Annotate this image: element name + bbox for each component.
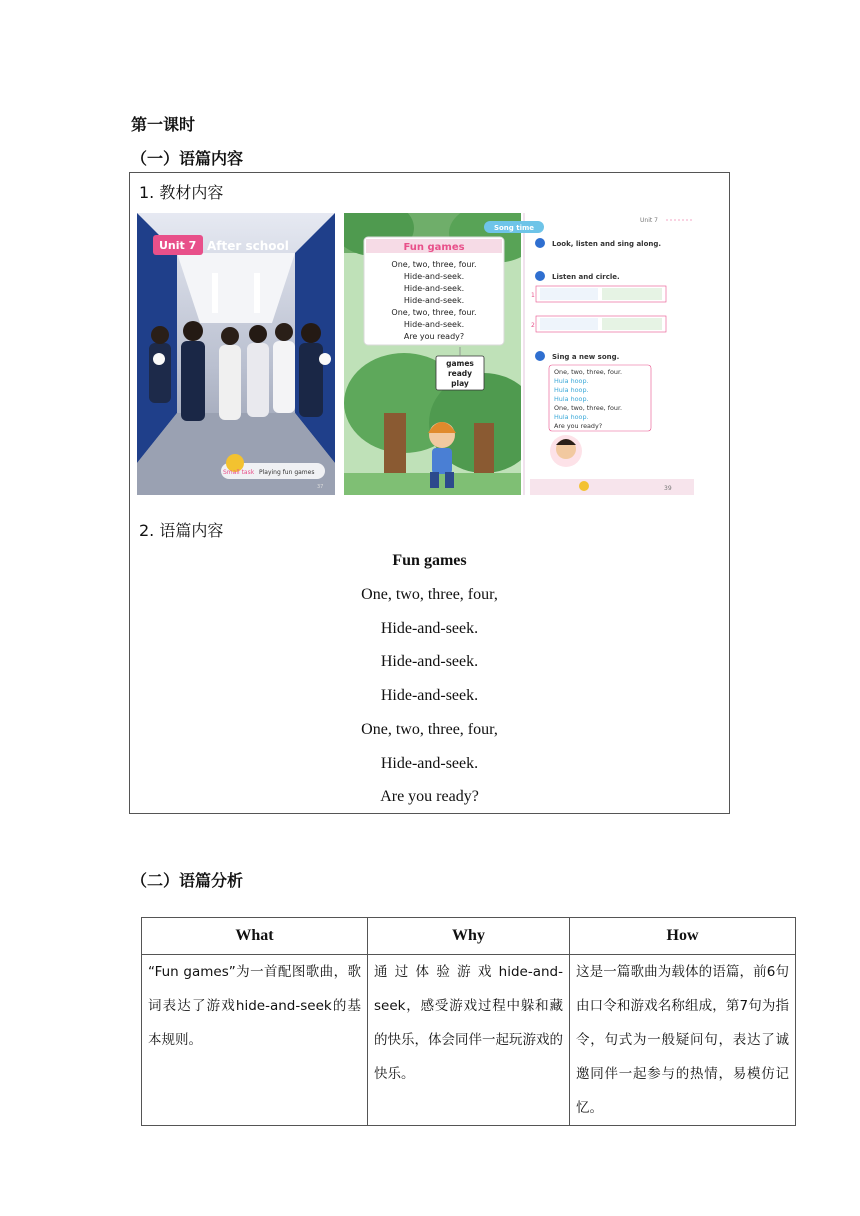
item-label-text: 2. 语篇内容 — [139, 521, 224, 540]
table-header-row — [142, 918, 796, 955]
analysis-table — [141, 917, 796, 1126]
new-song-line: Hula hoop. — [554, 413, 589, 421]
new-song-line: Hula hoop. — [554, 395, 589, 403]
unit-badge-text: Unit 7 — [159, 239, 197, 252]
song-card-line: Hide-and-seek. — [403, 272, 465, 281]
song-card-line: One, two, three, four. — [391, 260, 477, 269]
song-time-label: Song time — [493, 224, 535, 232]
textbook-song-page — [344, 213, 694, 495]
song-card-line: Hide-and-seek. — [403, 284, 465, 293]
page-number-left: 37 — [317, 484, 324, 490]
row-one-number: 1 — [531, 292, 535, 299]
song-line: Hide-and-seek. — [380, 755, 479, 772]
task-a-text: Look, listen and sing along. — [552, 240, 662, 248]
unit-tag: Unit 7 — [640, 217, 658, 224]
item-label-textbook: 1. 教材内容 — [139, 183, 224, 202]
new-song-line: One, two, three, four. — [554, 404, 623, 412]
song-card-title: Fun games — [403, 242, 465, 253]
header-why: Why — [368, 918, 570, 955]
row-two-number: 2 — [531, 322, 535, 329]
textbook-photo-page — [137, 213, 335, 495]
song-line: One, two, three, four, — [361, 721, 498, 738]
song-card-line: Are you ready? — [403, 332, 465, 341]
header-what: What — [142, 918, 368, 955]
song-line: Hide-and-seek. — [380, 653, 479, 670]
cell-what: “Fun games”为一首配图歌曲，歌词表达了游戏hide-and-seek的基本规则。 — [142, 955, 368, 1126]
new-song-line: Hula hoop. — [554, 377, 589, 385]
cell-how: 这是一篇歌曲为载体的语篇，前6句由口令和游戏名称组成，第7句为指令，句式为一般疑问句，表达了诚邀同伴一起参与的热情，易模仿记忆。 — [570, 955, 796, 1126]
word-box-item: games — [446, 359, 474, 368]
song-line: One, two, three, four, — [361, 586, 498, 603]
page-number-right: 39 — [664, 485, 672, 492]
task-c-text: Sing a new song. — [552, 353, 620, 361]
word-box-item: ready — [447, 369, 473, 378]
small-task-text: Playing fun games — [259, 469, 315, 476]
task-b-text: Listen and circle. — [552, 273, 620, 281]
table-row — [142, 955, 796, 1126]
song-card-line: Hide-and-seek. — [403, 296, 465, 305]
header-how: How — [570, 918, 796, 955]
word-box-item: play — [451, 379, 469, 388]
lesson-title: 第一课时 — [131, 115, 196, 134]
new-song-line: Hula hoop. — [554, 386, 589, 394]
new-song-line: One, two, three, four. — [554, 368, 623, 376]
section-heading-analysis: （二）语篇分析 — [131, 871, 244, 890]
song-card-line: One, two, three, four. — [391, 308, 477, 317]
song-line: Hide-and-seek. — [380, 687, 479, 704]
small-task-label: Small task — [223, 469, 255, 476]
section-heading-content: （一）语篇内容 — [131, 149, 244, 168]
song-line: Are you ready? — [380, 788, 479, 805]
song-card-line: Hide-and-seek. — [403, 320, 465, 329]
unit-title-text: After school — [207, 239, 289, 253]
new-song-line: Are you ready? — [554, 422, 603, 430]
song-line: Hide-and-seek. — [380, 620, 479, 637]
song-title: Fun games — [392, 552, 467, 569]
cell-why: 通过体验游戏hide-and-seek，感受游戏过程中躲和藏的快乐，体会同伴一起玩游戏的快乐。 — [368, 955, 570, 1126]
